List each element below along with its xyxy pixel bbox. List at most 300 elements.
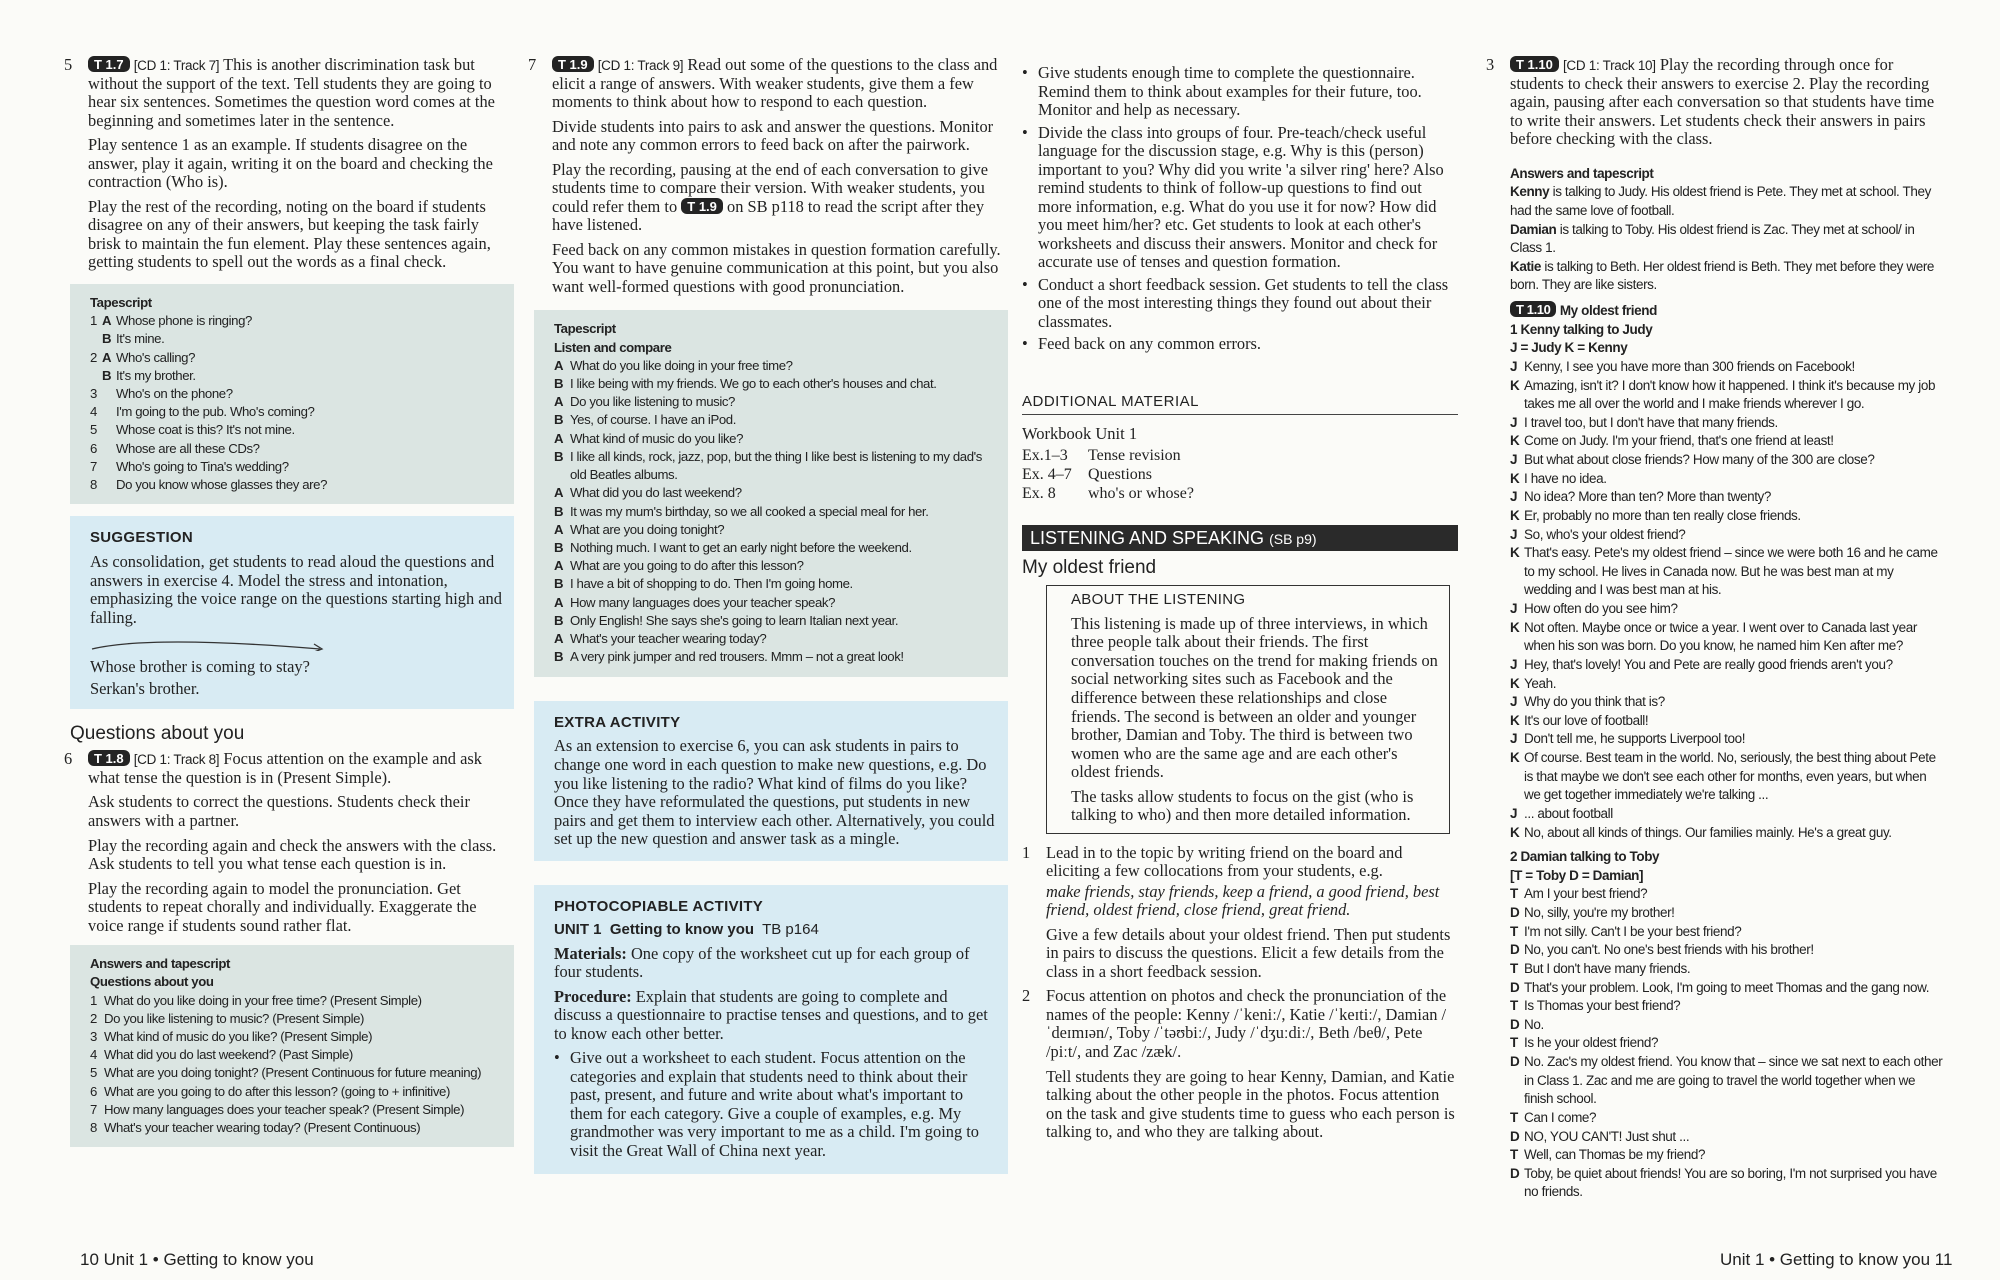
line-number: 5 xyxy=(90,422,97,438)
speaker-name: Katie xyxy=(1510,258,1542,274)
answer-line xyxy=(90,1028,502,1046)
tapescript-line xyxy=(90,330,502,348)
tapescript-lines xyxy=(554,357,996,667)
line-text: I like being with my friends. We go to each other's houses and chat. xyxy=(570,376,937,392)
tapescript-title: Tapescript xyxy=(554,321,616,337)
column-4 xyxy=(1484,56,1944,1202)
dialogue-line xyxy=(1510,693,1944,712)
tapescript-line xyxy=(554,484,996,502)
line-text: What are you going to do after this lesson? xyxy=(570,558,804,574)
line-text: I travel too, but I don't have that many friends. xyxy=(1524,414,1778,430)
line-text: Do you like listening to music? (Present Simple) xyxy=(104,1010,365,1026)
speaker xyxy=(102,385,116,403)
line-text: A very pink jumper and red trousers. Mmm – not a great look! xyxy=(570,649,904,665)
speaker: A xyxy=(554,430,564,446)
speaker: K xyxy=(1510,507,1520,523)
speaker: T xyxy=(1510,923,1518,939)
dialogue-line xyxy=(1510,619,1944,656)
answers-lines xyxy=(90,992,502,1138)
tapescript-line xyxy=(554,521,996,539)
speaker: A xyxy=(554,394,564,410)
speaker: J xyxy=(1510,452,1518,468)
tapescript-title: Tapescript xyxy=(90,294,152,310)
dialogue-line xyxy=(1510,1128,1944,1147)
exercise-topic: Tense revision xyxy=(1088,446,1181,464)
extra-activity-title: EXTRA ACTIVITY xyxy=(554,713,681,731)
section-title: LISTENING AND SPEAKING xyxy=(1030,528,1265,549)
speaker: T xyxy=(1510,960,1518,976)
speaker: K xyxy=(1510,675,1520,691)
line-text: Don't tell me, he supports Liverpool too! xyxy=(1524,731,1746,747)
materials-text: One copy of the worksheet cut up for each group of four students. xyxy=(554,943,970,982)
line-text: How many languages does your teacher speak? xyxy=(570,594,836,610)
extra-activity-text: As an extension to exercise 6, you can ask students in pairs to change one word in each question to make new questions, e.g. Do you like listening to the radio? What kind of films do you like? Once they have reformulated the questions, put students in new pairs and get them to interview each other. Alternatively, you could set up the new question and answer task as a mingle. xyxy=(554,736,995,849)
line-text: No. Zac's my oldest friend. You know that – since we sat next to each other in Class 1. Zac and me are going to travel the world together when we finish school. xyxy=(1524,1054,1943,1107)
dialogue-line xyxy=(1510,1165,1944,1202)
speaker: A xyxy=(102,349,112,365)
paragraph: Read out some of the questions to the class and elicit a range of answers. With weaker students, give them a few moments to think about how to respond to each question. xyxy=(552,55,998,112)
tapescript-line xyxy=(90,421,502,439)
answer-text: is talking to Beth. Her oldest friend is Beth. They met before they were born. They are like sisters. xyxy=(1510,258,1935,293)
answers-box xyxy=(70,945,514,1147)
line-number: 3 xyxy=(90,385,97,401)
dialogue-line xyxy=(1510,358,1944,377)
speaker-key: J = Judy K = Kenny xyxy=(1510,340,1628,356)
paragraph: Give a few details about your oldest friend. Then put students in pairs to discuss the questions. Elicit a few details from the class in a short feedback session. xyxy=(1046,924,1451,981)
dialogue-line xyxy=(1510,488,1944,507)
tapescript-subtitle: Listen and compare xyxy=(554,339,672,355)
paragraph: Tell students they are going to hear Kenny, Damian, and Katie talking about the other people in the photos. Focus attention on the task and give students time to guess who each person is talking to, and who they are talking about. xyxy=(1046,1066,1455,1142)
section-ref: (SB p9) xyxy=(1269,531,1317,548)
line-number: 2 xyxy=(90,1010,97,1026)
exercise-range: Ex. 8 xyxy=(1022,484,1056,502)
line-number: 2 xyxy=(90,349,97,365)
bullet-item: • Divide the class into groups of four. Pre-teach/check useful language for the discussion stage, e.g. Why is this (person) important to you? Why did you write 'a silver ring' here? Also remind students to think of follow-up questions to find out more information, e.g. What do you use it for now? How did you meet him/her? etc. Get students to look at each other's worksheets and discuss their answers. Monitor and check for accurate use of tenses and question formation. xyxy=(1022,124,1458,272)
paragraph: Play the recording, pausing at the end of each conversation to give students time to compare their version. With weaker students, you could refer them to xyxy=(552,159,989,216)
section-heading: Questions about you xyxy=(70,722,245,744)
answers-title: Answers and tapescript xyxy=(90,956,230,972)
line-number: 6 xyxy=(90,440,97,456)
worksheet-ref: TB p164 xyxy=(762,920,819,938)
exercise-3 xyxy=(1486,55,1944,149)
line-text: But what about close friends? How many of the 300 are close? xyxy=(1524,452,1875,468)
line-number: 3 xyxy=(90,1029,97,1045)
paragraph: Play the recording again to model the pronunciation. Get students to repeat chorally and individually. Exaggerate the voice range if students sound rather flat. xyxy=(88,878,477,935)
photocopiable-title: PHOTOCOPIABLE ACTIVITY xyxy=(554,897,764,915)
suggestion-box xyxy=(70,516,514,709)
tapescript-line xyxy=(554,648,996,666)
workbook-list xyxy=(1022,446,1458,504)
dialogue-line xyxy=(1510,941,1944,960)
tapescript-line xyxy=(90,458,502,476)
dialogue-line xyxy=(1510,805,1944,824)
dialogue-line xyxy=(1510,544,1944,600)
exercise-topic: who's or whose? xyxy=(1088,484,1194,502)
speaker: D xyxy=(1510,942,1520,958)
workbook-title: Workbook Unit 1 xyxy=(1022,423,1138,443)
dialogue-line xyxy=(1510,960,1944,979)
dialogue-line xyxy=(1510,997,1944,1016)
speaker: D xyxy=(1510,1128,1520,1144)
tapescript-line xyxy=(90,403,502,421)
line-number xyxy=(90,330,102,348)
speaker: A xyxy=(554,594,564,610)
line-text: I like all kinds, rock, jazz, pop, but the thing I like best is listening to my dad's old Beatles albums. xyxy=(570,448,982,483)
bullet-item: • Feed back on any common errors. xyxy=(1022,335,1458,354)
line-number: 1 xyxy=(90,992,97,1008)
line-text: I have no idea. xyxy=(1524,470,1607,486)
line-text: Who's on the phone? xyxy=(116,385,233,401)
line-text: Nothing much. I want to get an early night before the weekend. xyxy=(570,540,912,555)
answer-line xyxy=(90,1119,502,1137)
dialogue-line xyxy=(1510,656,1944,675)
dialogue-line xyxy=(1510,414,1944,433)
tapescript-line xyxy=(90,312,502,330)
line-number: 8 xyxy=(90,1120,97,1136)
speaker: J xyxy=(1510,656,1518,672)
about-text: The tasks allow students to focus on the gist (who is talking to who) and then more detailed information. xyxy=(1071,786,1414,825)
tapescript-lines xyxy=(90,312,502,494)
example-question: Whose brother is coming to stay? xyxy=(90,656,310,676)
about-title: ABOUT THE LISTENING xyxy=(1071,590,1246,608)
speaker: B xyxy=(554,376,564,392)
paragraph: Feed back on any common mistakes in question formation carefully. You want to have genuine communication at this point, but you also want well-formed questions with good pronunciation. xyxy=(552,239,1001,296)
line-text: Of course. Best team in the world. No, seriously, the best thing about Pete is that maybe we don't see each other for months, even years, but when we get together immediately we're talking ... xyxy=(1524,750,1936,803)
line-text: ... about football xyxy=(1524,805,1613,821)
answer-text: is talking to Judy. His oldest friend is Pete. They met at school. They had the same love of football. xyxy=(1510,184,1931,218)
speaker: B xyxy=(554,612,564,628)
line-number: 5 xyxy=(90,1065,97,1081)
dialogue-line xyxy=(1510,923,1944,942)
answer-item xyxy=(1510,183,1944,220)
speaker: J xyxy=(1510,694,1518,710)
line-text: I'm not silly. Can't I be your best friend? xyxy=(1524,923,1742,939)
tapescript-line xyxy=(90,367,502,385)
suggestion-text: As consolidation, get students to read aloud the questions and answers in exercise 4. Model the stress and intonation, emphasizing the voice range on the questions starting high and falling. xyxy=(90,552,502,627)
exercise-2 xyxy=(1022,986,1458,1142)
extra-activity-box xyxy=(534,701,1008,861)
speaker xyxy=(102,421,116,439)
line-text: I'm going to the pub. Who's coming? xyxy=(116,404,315,420)
additional-material-heading: ADDITIONAL MATERIAL xyxy=(1022,394,1458,415)
speaker: B xyxy=(554,503,564,519)
speaker: A xyxy=(554,631,564,647)
answer-item xyxy=(1510,258,1944,295)
line-text: No. xyxy=(1524,1016,1544,1032)
exercise-number: 1 xyxy=(1022,842,1031,862)
line-text: No idea? More than ten? More than twenty? xyxy=(1524,489,1772,505)
tapescript-line xyxy=(90,349,502,367)
dialogue-line xyxy=(1510,979,1944,998)
speaker xyxy=(102,403,116,421)
line-number: 4 xyxy=(90,1047,97,1063)
tapescript-line xyxy=(90,476,502,494)
line-text: Amazing, isn't it? I don't know how it happened. I think it's because my job takes me all over the world and I make friends wherever I go. xyxy=(1524,377,1936,412)
activity-bullets xyxy=(1022,64,1458,354)
speaker: J xyxy=(1510,526,1518,542)
speaker: B xyxy=(554,412,564,428)
tapescript-box xyxy=(70,284,514,504)
speaker: J xyxy=(1510,489,1518,505)
unit-name: Getting to know you xyxy=(609,920,755,938)
answer-line xyxy=(90,1010,502,1028)
speaker: B xyxy=(102,331,112,347)
photocopiable-box xyxy=(534,885,1008,1175)
exercise-range: Ex. 4–7 xyxy=(1022,465,1072,483)
speaker xyxy=(102,476,116,494)
line-text: Can I come? xyxy=(1524,1109,1597,1125)
cd-track: [CD 1: Track 8] xyxy=(133,752,220,768)
line-text: Yeah. xyxy=(1524,675,1557,691)
line-text: What kind of music do you like? (Present Simple) xyxy=(104,1029,373,1045)
track-tag: T 1.7 xyxy=(88,56,130,72)
answer-line xyxy=(90,1101,502,1119)
speaker xyxy=(102,440,116,458)
speaker: D xyxy=(1510,1165,1520,1181)
tapescript-line xyxy=(554,557,996,575)
speaker: K xyxy=(1510,750,1520,766)
speaker: K xyxy=(1510,377,1520,393)
track-tag: T 1.9 xyxy=(681,198,723,214)
listening-speaking-bar xyxy=(1022,525,1458,551)
answer-text: is talking to Toby. His oldest friend is Zac. They met at school/ in Class 1. xyxy=(1510,221,1915,256)
collocations: make friends, stay friends, keep a friend, a good friend, best friend, oldest friend, close friend, great friend. xyxy=(1046,881,1440,920)
tapescript-box xyxy=(534,310,1008,676)
tapescript-line xyxy=(554,375,996,393)
footer-right: Unit 1 • Getting to know you 11 xyxy=(1720,1250,1953,1269)
line-text: What do you like doing in your free time? xyxy=(570,357,793,373)
line-text: Toby, be quiet about friends! You are so boring, I'm not surprised you have no friends. xyxy=(1524,1165,1937,1200)
speaker: J xyxy=(1510,731,1518,747)
column-2 xyxy=(528,55,1008,1186)
about-text: This listening is made up of three interviews, in which three people talk about their friends. The first conversation touches on the trend for making friends on social networking sites such as Facebook and the difference between these relationships and close friends. The second is between an older and younger brother, Damian and Toby. The third is between two women who are the same age and are each other's oldest friends. xyxy=(1071,613,1438,782)
line-text: It's mine. xyxy=(116,331,165,347)
column-1 xyxy=(64,55,514,1159)
footer-left: 10 Unit 1 • Getting to know you xyxy=(80,1250,314,1269)
procedure-label: Procedure: xyxy=(554,986,632,1006)
paragraph: Focus attention on the example and ask what tense the question is in (Present Simple). xyxy=(88,749,482,787)
track-tag: T 1.9 xyxy=(552,56,594,72)
tapescript-line xyxy=(554,612,996,630)
workbook-row xyxy=(1022,465,1458,484)
example-answer: Serkan's brother. xyxy=(90,679,200,699)
paragraph: Play sentence 1 as an example. If students disagree on the answer, play it again, writing it on the board and checking the contraction (Who is). xyxy=(88,135,493,192)
dialogue-line xyxy=(1510,1146,1944,1165)
speaker: B xyxy=(554,448,564,464)
dialogue-line xyxy=(1510,1109,1944,1128)
materials-label: Materials: xyxy=(554,943,627,963)
track-tag: T 1.8 xyxy=(88,750,130,766)
answer-line xyxy=(90,1064,502,1082)
exercise-number: 2 xyxy=(1022,986,1031,1006)
line-text: But I don't have many friends. xyxy=(1524,960,1691,976)
line-text: It's our love of football! xyxy=(1524,712,1649,728)
dialogue-line xyxy=(1510,730,1944,749)
answer-line xyxy=(90,1046,502,1064)
line-text: That's your problem. Look, I'm going to meet Thomas and the gang now. xyxy=(1524,979,1930,995)
speaker: T xyxy=(1510,1109,1518,1125)
speaker: T xyxy=(1510,1147,1518,1163)
tapescript-line xyxy=(554,630,996,648)
dialogue-line xyxy=(1510,1053,1944,1109)
bullet-item: • Conduct a short feedback session. Get students to tell the class one of the most interesting things they found out about their classmates. xyxy=(1022,276,1458,332)
tapescript-line xyxy=(554,393,996,411)
about-listening-box xyxy=(1046,585,1450,834)
line-text: What's your teacher wearing today? (Present Continuous) xyxy=(104,1120,421,1136)
track-tag: T 1.10 xyxy=(1510,56,1559,72)
line-text: Whose phone is ringing? xyxy=(116,313,252,329)
speaker: T xyxy=(1510,1035,1518,1051)
tapescript-line xyxy=(554,430,996,448)
line-text: Yes, of course. I have an iPod. xyxy=(570,412,736,428)
answers-subtitle: Questions about you xyxy=(90,974,214,990)
exercise-number: 6 xyxy=(64,749,73,769)
speaker: T xyxy=(1510,886,1518,902)
paragraph: Play the recording through once for students to check their answers to exercise 2. Play the recording again, pausing after each conversation so that students have time to write their answers. Let students check their answers in pairs before checking with the class. xyxy=(1510,55,1935,149)
speaker: D xyxy=(1510,1016,1520,1032)
line-text: Hey, that's lovely! You and Pete are really good friends aren't you? xyxy=(1524,656,1893,672)
dialogue-line xyxy=(1510,824,1944,843)
speaker: A xyxy=(102,313,112,329)
paragraph: This is another discrimination task but without the support of the text. Tell students they are going to hear six sentences. Sometimes the question word comes at the beginning and sometimes later in the sentence. xyxy=(88,55,495,130)
answer-line xyxy=(90,1083,502,1101)
exercise-range: Ex.1–3 xyxy=(1022,446,1068,464)
speaker: K xyxy=(1510,433,1520,449)
track-tag: T 1.10 xyxy=(1510,301,1556,317)
line-number xyxy=(90,367,102,385)
line-number: 4 xyxy=(90,404,97,420)
line-text: Only English! She says she's going to learn Italian next year. xyxy=(570,612,899,628)
speaker: B xyxy=(554,540,564,555)
speaker: J xyxy=(1510,414,1518,430)
dialogue-line xyxy=(1510,432,1944,451)
line-text: Do you know whose glasses they are? xyxy=(116,477,328,493)
line-text: No, you can't. No one's best friends with his brother! xyxy=(1524,942,1814,958)
speaker: B xyxy=(554,576,564,592)
speaker-name: Kenny xyxy=(1510,184,1550,200)
speaker: D xyxy=(1510,1054,1520,1070)
dialogue-line xyxy=(1510,1034,1944,1053)
speaker: B xyxy=(102,367,112,383)
speaker-key: [T = Toby D = Damian] xyxy=(1510,867,1644,883)
dialogue-line xyxy=(1510,470,1944,489)
speaker: A xyxy=(554,558,564,574)
line-text: What's your teacher wearing today? xyxy=(570,631,767,647)
line-text: What do you like doing in your free time? (Present Simple) xyxy=(104,992,422,1008)
speaker: K xyxy=(1510,545,1520,561)
line-text: That's easy. Pete's my oldest friend – since we were both 16 and he came to my school. He lives in Canada now. But he was best man at my wedding and I was best man at his. xyxy=(1524,545,1938,598)
speaker: K xyxy=(1510,824,1520,840)
line-text: Is he your oldest friend? xyxy=(1524,1035,1659,1051)
line-text: What did you do last weekend? xyxy=(570,485,742,501)
speaker: J xyxy=(1510,358,1518,374)
line-text: What did you do last weekend? (Past Simple) xyxy=(104,1047,353,1063)
dialogue-line xyxy=(1510,904,1944,923)
line-text: How often do you see him? xyxy=(1524,601,1678,617)
line-number: 1 xyxy=(90,313,97,329)
speaker: J xyxy=(1510,805,1518,821)
speaker: K xyxy=(1510,470,1520,486)
part-title: 1 Kenny talking to Judy xyxy=(1510,321,1653,337)
dialogue-1 xyxy=(1510,358,1944,842)
dialogue-2 xyxy=(1510,885,1944,1202)
line-text: Who's calling? xyxy=(116,349,196,365)
line-text: No, about all kinds of things. Our families mainly. He's a great guy. xyxy=(1524,824,1892,840)
exercise-5 xyxy=(64,55,514,272)
exercise-number: 7 xyxy=(528,55,537,74)
cd-track: [CD 1: Track 7] xyxy=(133,58,220,73)
exercise-topic: Questions xyxy=(1088,465,1152,483)
answer-item xyxy=(1510,221,1944,258)
answers-tapescript xyxy=(1510,165,1944,1202)
line-text: Is Thomas your best friend? xyxy=(1524,998,1681,1014)
dialogue-line xyxy=(1510,507,1944,526)
speaker: A xyxy=(554,357,564,373)
dialogue-line xyxy=(1510,377,1944,414)
line-text: Why do you think that is? xyxy=(1524,694,1665,710)
line-text: Whose coat is this? It's not mine. xyxy=(116,422,295,438)
line-text: No, silly, you're my brother! xyxy=(1524,905,1675,921)
speaker: A xyxy=(554,485,564,501)
dialogue-line xyxy=(1510,600,1944,619)
exercise-6 xyxy=(64,749,514,935)
suggestion-title: SUGGESTION xyxy=(90,529,194,547)
speaker xyxy=(102,458,116,476)
intonation-arrow-icon xyxy=(90,637,330,651)
section-subtitle: My oldest friend xyxy=(1022,557,1157,579)
tapescript-line xyxy=(554,357,996,375)
column-3 xyxy=(1022,64,1458,1148)
exercise-7 xyxy=(528,55,1008,296)
procedure-text: Explain that students are going to complete and discuss a questionnaire to practise tenses and questions, and to get to know each other better. xyxy=(554,986,988,1043)
bullet-item: • Give students enough time to complete the questionnaire. Remind them to think about examples for their future, too. Monitor and help as necessary. xyxy=(1022,64,1458,120)
speaker: J xyxy=(1510,601,1518,617)
paragraph: Ask students to correct the questions. Students check their answers with a partner. xyxy=(88,792,470,830)
speaker-name: Damian xyxy=(1510,221,1557,237)
cd-track: [CD 1: Track 10] xyxy=(1562,58,1656,73)
speaker: D xyxy=(1510,905,1520,921)
line-text: Well, can Thomas be my friend? xyxy=(1524,1147,1706,1163)
tapescript-line xyxy=(554,575,996,593)
line-number: 7 xyxy=(90,458,97,474)
paragraph: Divide students into pairs to ask and answer the questions. Monitor and note any common errors to feed back on after the pairwork. xyxy=(552,116,994,155)
line-text: What are you going to do after this lesson? (going to + infinitive) xyxy=(104,1083,450,1099)
workbook-row xyxy=(1022,484,1458,503)
exercise-number: 5 xyxy=(64,55,73,74)
paragraph: Play the recording again and check the answers with the class. Ask students to tell you what tense each question is in. xyxy=(88,835,497,874)
line-text: Whose are all these CDs? xyxy=(116,440,260,456)
dialogue-line xyxy=(1510,1016,1944,1035)
dialogue-line xyxy=(1510,712,1944,731)
line-text: NO, YOU CAN'T! Just shut ... xyxy=(1524,1128,1690,1144)
line-text: Who's going to Tina's wedding? xyxy=(116,458,289,474)
line-text: Come on Judy. I'm your friend, that's one friend at least! xyxy=(1524,433,1834,449)
paragraph: Play the rest of the recording, noting on the board if students disagree on any of their answers, but keeping the task fairly brisk to maintain the fun element. Play these sentences again, getting students to spell out the words as a final check. xyxy=(88,196,491,272)
answer-line xyxy=(90,992,502,1010)
cd-track: [CD 1: Track 9] xyxy=(597,58,684,73)
speaker: D xyxy=(1510,979,1520,995)
line-text: What are you doing tonight? xyxy=(570,521,725,537)
tapescript-line xyxy=(90,385,502,403)
speaker: T xyxy=(1510,998,1518,1014)
dialogue-line xyxy=(1510,749,1944,805)
line-text: Er, probably no more than ten really close friends. xyxy=(1524,507,1801,523)
dialogue-line xyxy=(1510,885,1944,904)
bullet-item: • Give out a worksheet to each student. Focus attention on the categories and explain that students need to think about their past, present, and future and write about what's important to them for each category. Give a couple of examples, e.g. My grandmother was very important to me as a child. I'm going to visit the Great Wall of China next year. xyxy=(554,1049,996,1160)
tapescript-line xyxy=(554,503,996,521)
workbook-row xyxy=(1022,446,1458,465)
paragraph: Focus attention on photos and check the pronunciation of the names of the people: Kenny /ˈkeniː/, Katie /ˈkeɪtiː/, Damian /ˈdeɪmɪən/, Toby /ˈtəʊbiː/, Judy /ˈdʒuːdiː/, Beth /beθ/, Pete /piːt/, and Zac /zæk/. xyxy=(1046,986,1447,1061)
